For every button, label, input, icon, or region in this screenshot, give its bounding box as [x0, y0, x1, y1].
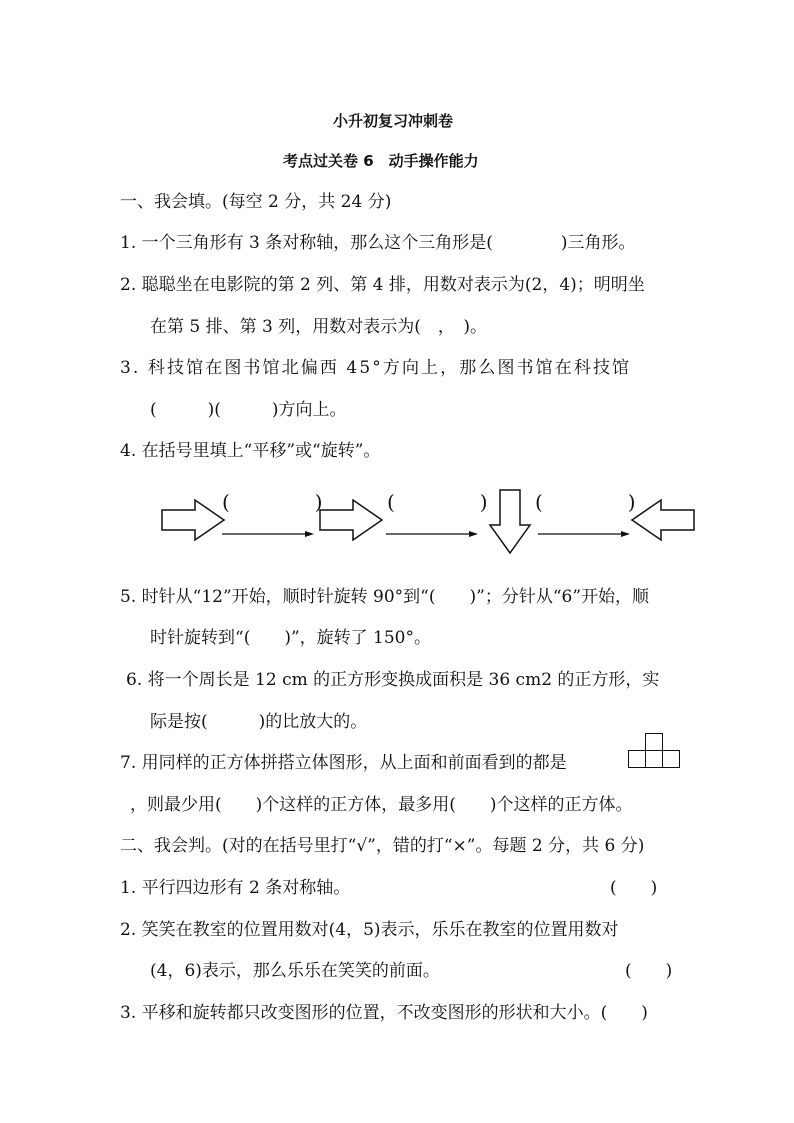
- judge-answer-paren-1[interactable]: ( ): [610, 878, 658, 898]
- motion-arrow-3-head: [621, 531, 630, 537]
- section-1-heading: 一、我会填。(每空 2 分，共 24 分): [120, 192, 392, 212]
- cube-view-diagram: [627, 733, 681, 769]
- question-1-7-line-1: 7. 用同样的正方体拼搭立体图形，从上面和前面看到的都是: [120, 753, 567, 773]
- motion-arrow-2-head: [469, 531, 478, 537]
- question-1-6-line-1: 6. 将一个周长是 12 cm 的正方形变换成面积是 36 cm2 的正方形，实: [126, 670, 660, 690]
- arrow-right-shape-2: [320, 500, 382, 540]
- question-1-5-line-1: 5. 时针从“12”开始，顺时针旋转 90°到“( )”；分针从“6”开始，顺: [120, 587, 650, 607]
- judge-question-3: 3. 平移和旋转都只改变图形的位置，不改变图形的形状和大小。( ): [120, 1003, 648, 1023]
- question-1-3-line-2: ( )( )方向上。: [150, 400, 347, 420]
- question-1-6-line-2: 际是按( )的比放大的。: [150, 712, 368, 732]
- answer-blank-3[interactable]: ( ): [535, 490, 637, 514]
- question-1-2-line-2: 在第 5 排、第 3 列，用数对表示为( ， )。: [150, 317, 488, 337]
- question-1-2-line-1: 2. 聪聪坐在电影院的第 2 列、第 4 排，用数对表示为(2，4)；明明坐: [120, 275, 645, 295]
- question-1-1: 1. 一个三角形有 3 条对称轴，那么这个三角形是( )三角形。: [120, 233, 636, 253]
- arrow-down-shape: [490, 490, 530, 553]
- arrow-right-shape-1: [162, 500, 224, 540]
- question-1-7-line-2: ，则最少用( )个这样的正方体，最多用( )个这样的正方体。: [130, 795, 633, 815]
- motion-arrow-1-head: [305, 531, 314, 537]
- page-subtitle: 考点过关卷 6 动手操作能力: [283, 152, 479, 170]
- judge-question-2-line-1: 2. 笑笑在教室的位置用数对(4，5)表示，乐乐在教室的位置用数对: [120, 920, 619, 940]
- judge-answer-paren-2[interactable]: ( ): [625, 961, 673, 981]
- question-1-4: 4. 在括号里填上“平移”或“旋转”。: [120, 441, 381, 461]
- question-1-3-line-1: 3. 科技馆在图书馆北偏西 45°方向上，那么图书馆在科技馆: [120, 358, 632, 378]
- answer-blank-1[interactable]: ( ): [222, 490, 324, 514]
- judge-question-2-line-2: (4，6)表示，那么乐乐在笑笑的前面。: [150, 961, 440, 981]
- arrow-left-shape: [632, 500, 694, 540]
- judge-question-1: 1. 平行四边形有 2 条对称轴。: [120, 878, 351, 898]
- section-2-heading: 二、我会判。(对的在括号里打“√”，错的打“×”。每题 2 分，共 6 分): [120, 836, 645, 856]
- question-1-5-line-2: 时针旋转到“( )”，旋转了 150°。: [150, 628, 431, 648]
- answer-blank-2[interactable]: ( ): [387, 490, 489, 514]
- page-title: 小升初复习冲刺卷: [333, 112, 454, 130]
